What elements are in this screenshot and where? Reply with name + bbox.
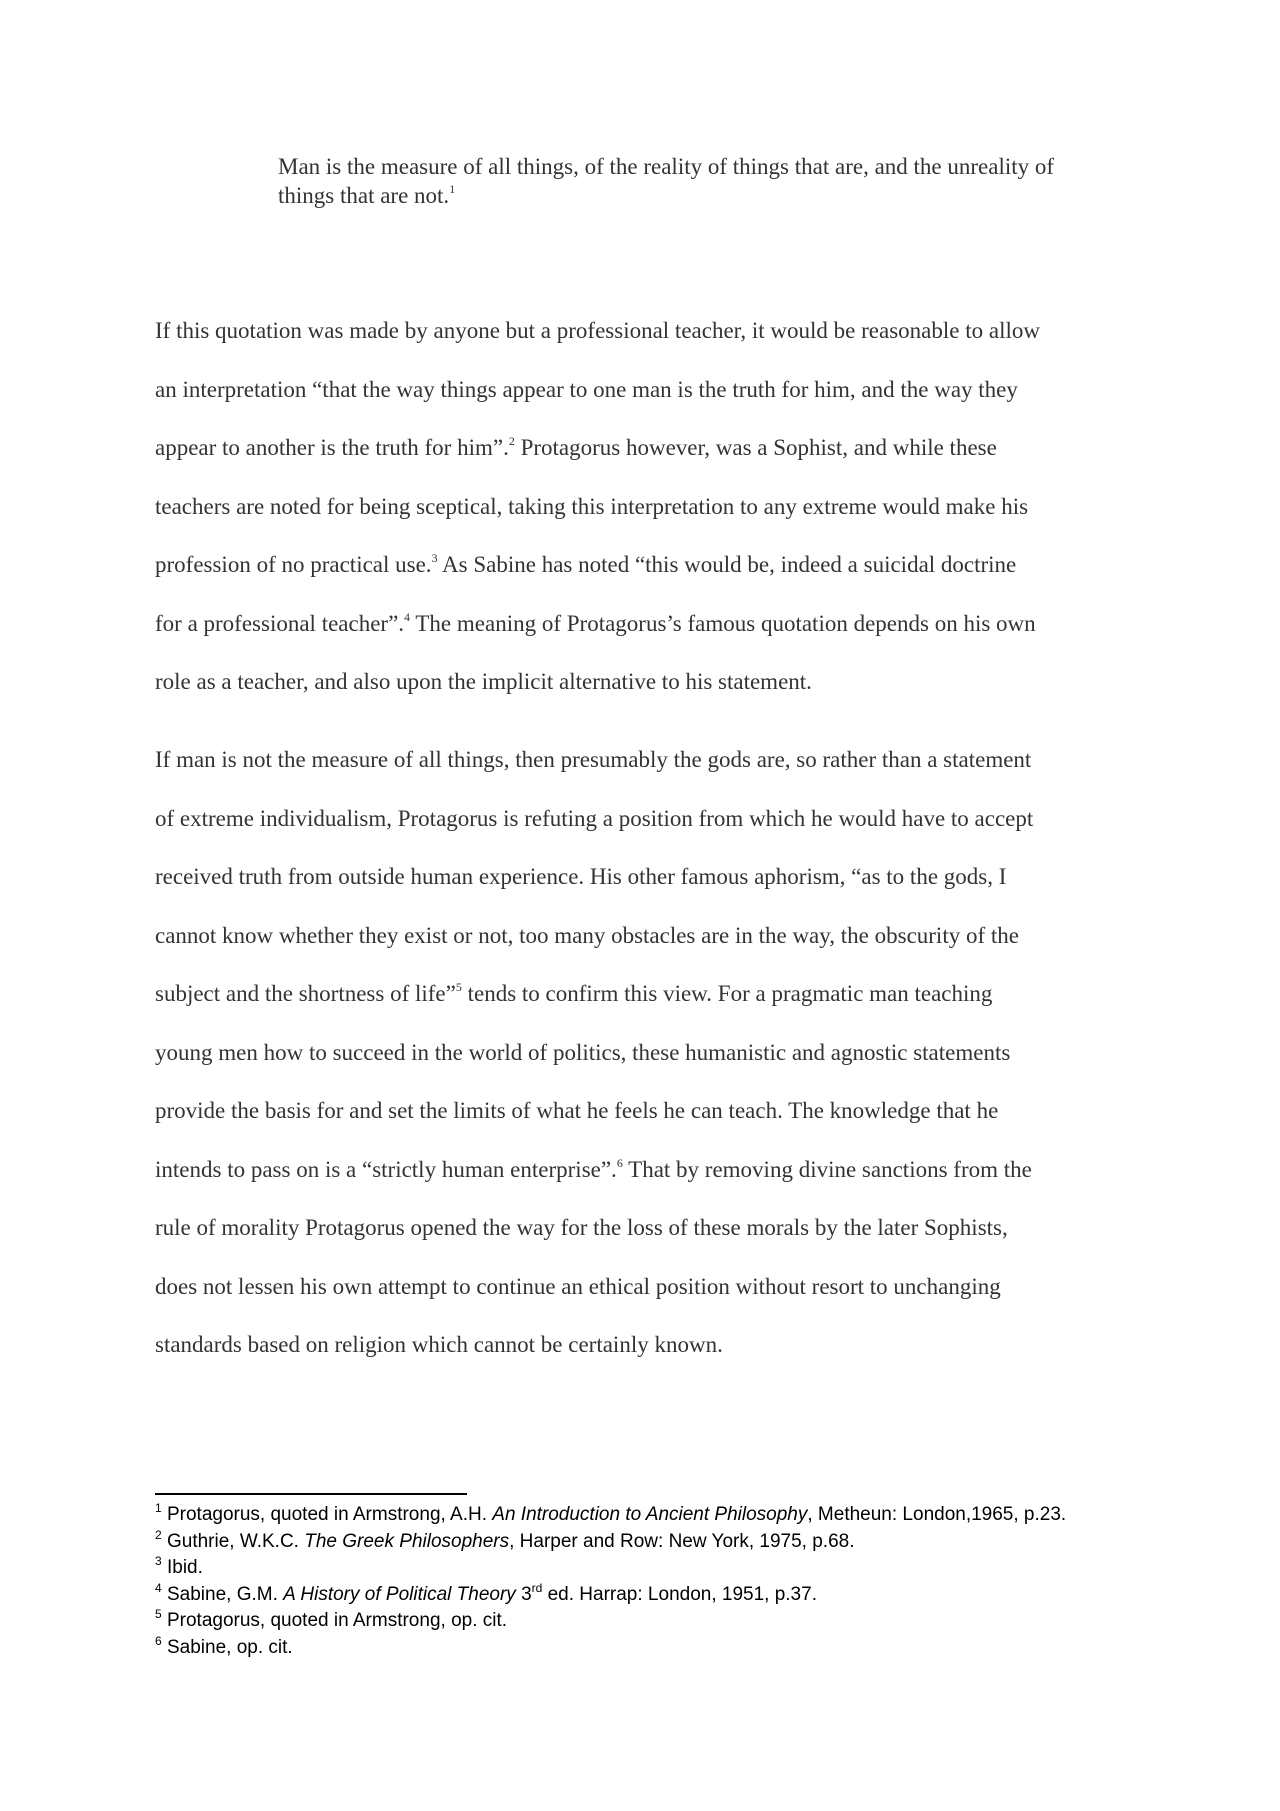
text-line: of extreme individualism, Protagorus is refuting a position from which he would have to accept — [155, 805, 1034, 831]
footnote-3: $^3$ Ibid. — [155, 1554, 203, 1578]
footnote-marker: 4 — [404, 609, 411, 624]
text-line: intends to pass on is a “strictly human enterprise”.$^6$ That by removing divine sanctions from the — [155, 1155, 1032, 1182]
paragraph-1 — [155, 302, 1127, 712]
text-line: If man is not the measure of all things, then presumably the gods are, so rather than a statement — [155, 747, 1032, 772]
footnote-marker: 6 — [616, 1155, 623, 1170]
quote-line: Man is the measure of all things, of the reality of things that are, and the unreality of — [278, 154, 1055, 179]
paragraph-2 — [155, 731, 1127, 1375]
text-line: appear to another is the truth for him”.$^2$ Protagorus however, was a Sophist, and while these — [155, 434, 997, 460]
block-quote — [278, 152, 1126, 210]
text-line: profession of no practical use.$^3$ As Sabine has noted “this would be, indeed a suicidal doctrine — [155, 551, 1017, 577]
footnote-1: $^1$ Protagorus, quoted in Armstrong, A.H. An Introduction to Ancient Philosophy, Metheun: London,1965, p.23. — [155, 1501, 1067, 1525]
footnote-marker: 1 — [449, 182, 456, 196]
footnote-separator — [155, 1493, 467, 1495]
text-line: for a professional teacher”.$^4$ The meaning of Protagorus’s famous quotation depends on his own — [155, 609, 1036, 636]
quote-line: things that are not. — [278, 183, 450, 208]
text-line: If this quotation was made by anyone but a professional teacher, it would be reasonable to allow — [155, 318, 1040, 343]
footnote-5: $^5$ Protagorus, quoted in Armstrong, op. cit. — [155, 1607, 508, 1631]
footnote-marker: 3 — [431, 551, 438, 565]
text-line: provide the basis for and set the limits of what he feels he can teach. The knowledge that he — [155, 1098, 999, 1123]
text-line: role as a teacher, and also upon the implicit alternative to his statement. — [155, 669, 812, 694]
footnote-6: $^6$ Sabine, op. cit. — [155, 1633, 293, 1658]
text-line: does not lessen his own attempt to continue an ethical position without resort to unchanging — [155, 1273, 1001, 1299]
footnote-4: $^4$ Sabine, G.M. A History of Political Theory 3rd ed. Harrap: London, 1951, p.37. — [155, 1580, 817, 1605]
text-line: young men how to succeed in the world of politics, these humanistic and agnostic statements — [155, 1039, 1011, 1065]
text-line: standards based on religion which cannot be certainly known. — [155, 1332, 723, 1357]
text-line: cannot know whether they exist or not, too many obstacles are in the way, the obscurity of the — [155, 922, 1019, 948]
text-line: an interpretation “that the way things appear to one man is the truth for him, and the way they — [155, 376, 1018, 402]
footnote-marker: 5 — [455, 980, 462, 994]
footnotes — [155, 1502, 1155, 1661]
text-line: received truth from outside human experience. His other famous aphorism, “as to the gods, I — [155, 864, 1007, 889]
text-line: teachers are noted for being sceptical, taking this interpretation to any extreme would make his — [155, 493, 1029, 519]
text-line: subject and the shortness of life”$^5$ tends to confirm this view. For a pragmatic man teaching — [155, 980, 993, 1006]
footnote-marker: 2 — [508, 434, 515, 448]
text-line: rule of morality Protagorus opened the way for the loss of these morals by the later Sophists, — [155, 1215, 1008, 1240]
footnote-2: $^2$ Guthrie, W.K.C. The Greek Philosophers, Harper and Row: New York, 1975, p.68. — [155, 1527, 855, 1552]
